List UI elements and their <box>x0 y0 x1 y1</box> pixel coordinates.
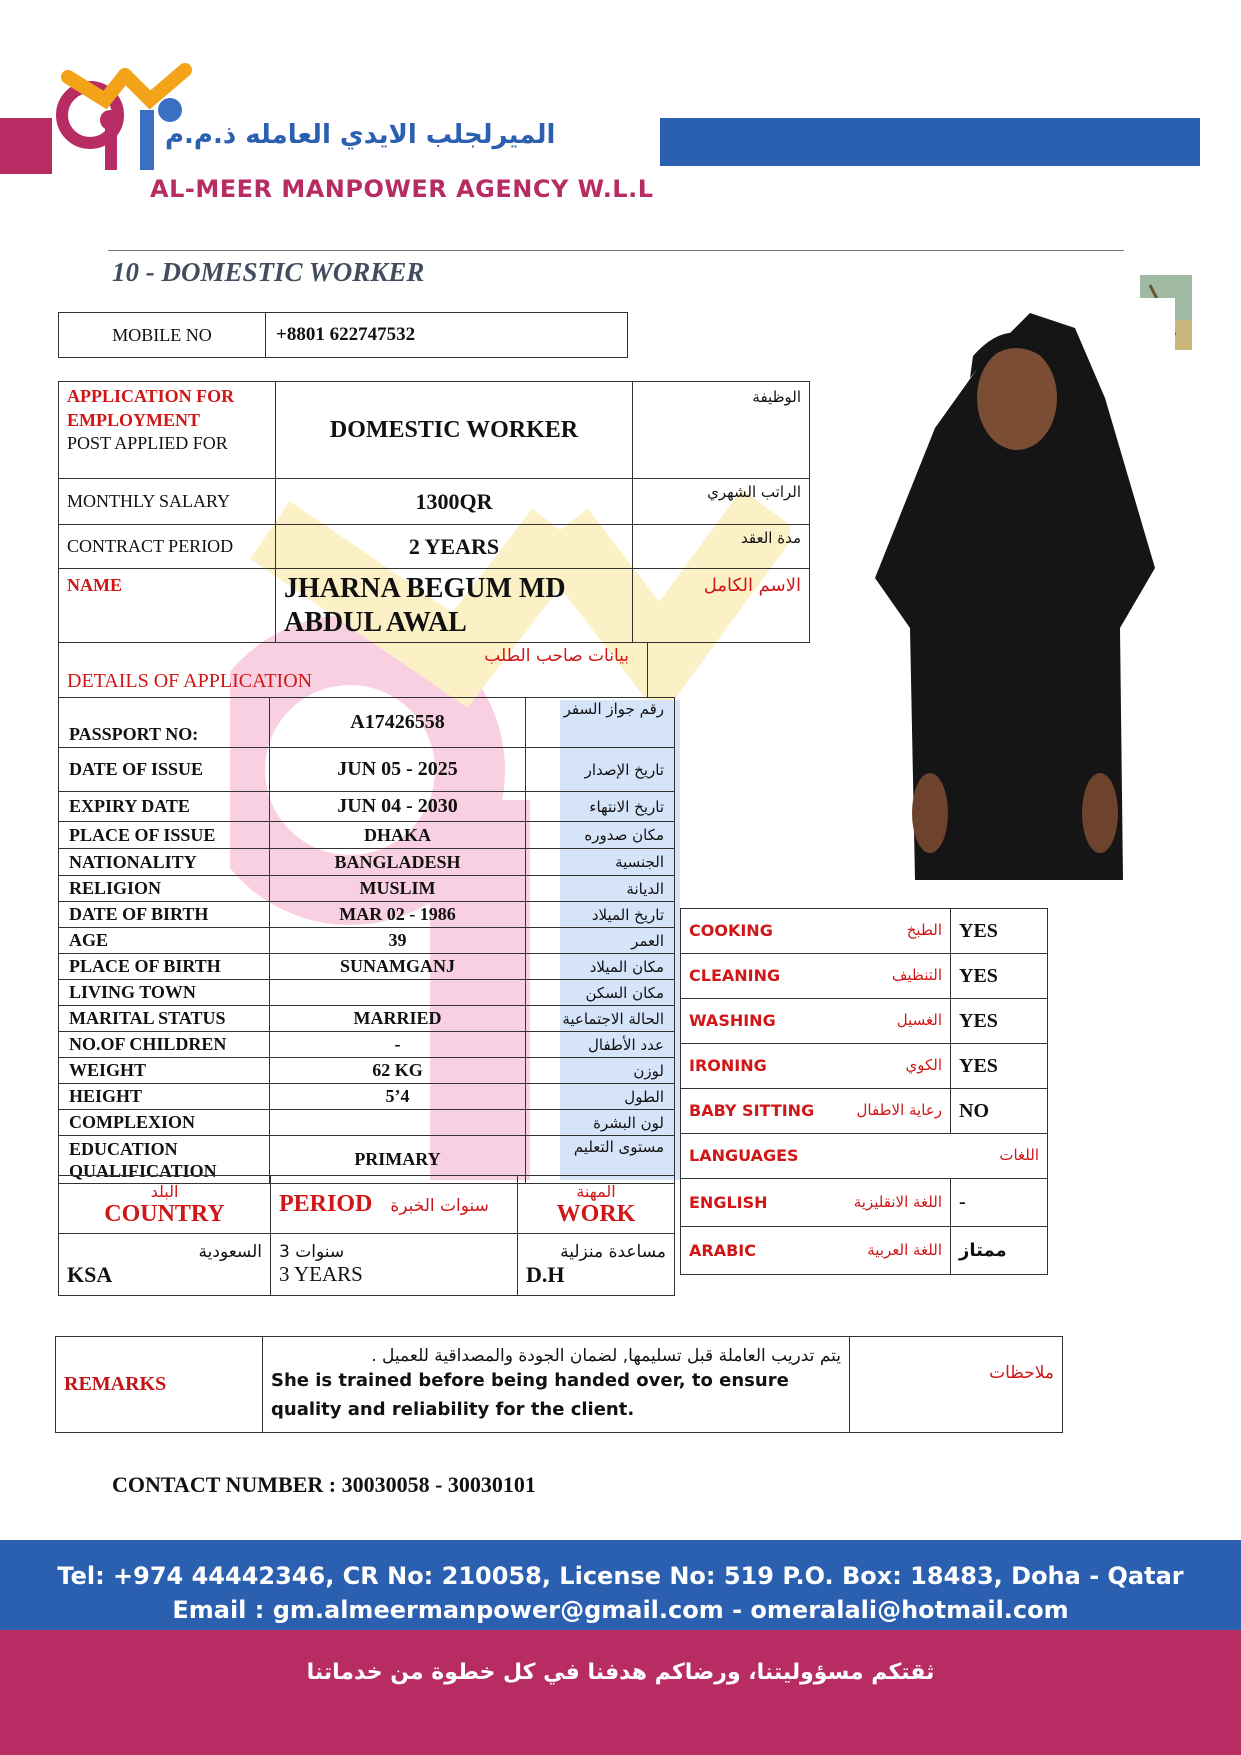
country-header-label: COUNTRY <box>104 1200 225 1227</box>
skill-row-label-arabic: الطبخ <box>906 921 942 939</box>
languages-heading-label-cell <box>681 1134 1048 1179</box>
detail-row <box>59 849 675 876</box>
details-table <box>58 697 675 1184</box>
detail-row <box>59 698 675 748</box>
contract-label: CONTRACT PERIOD <box>59 525 276 569</box>
post-label-arabic: الوظيفة <box>633 382 810 479</box>
language-row-label-arabic: اللغة العربية <box>867 1240 942 1259</box>
company-name-english: AL-MEER MANPOWER AGENCY W.L.L <box>150 175 654 203</box>
skill-row-value: NO <box>951 1089 1048 1134</box>
detail-label-arabic: تاريخ الإصدار <box>526 748 675 792</box>
skill-row-label-arabic: رعاية الاطفال <box>856 1101 942 1119</box>
detail-label: DATE OF ISSUE <box>59 748 270 792</box>
title-divider <box>108 250 1124 251</box>
skill-row-value: YES <box>951 1044 1048 1089</box>
detail-row <box>59 928 675 954</box>
detail-row <box>59 748 675 792</box>
post-label-cell <box>59 382 276 479</box>
languages-heading <box>681 1134 1048 1179</box>
mobile-label: MOBILE NO <box>59 313 266 358</box>
name-label: NAME <box>59 569 276 643</box>
remarks-label-arabic: ملاحظات <box>850 1337 1063 1433</box>
skill-row-label: WASHING <box>689 1011 776 1030</box>
skill-row <box>681 1089 1048 1134</box>
detail-label: PASSPORT NO: <box>59 698 270 748</box>
detail-label-arabic: الحالة الاجتماعية <box>526 1006 675 1032</box>
company-name-arabic: الميرلجلب الايدي العامله ذ.م.م <box>165 120 556 150</box>
detail-row <box>59 1110 675 1136</box>
detail-row <box>59 876 675 902</box>
detail-label: NATIONALITY <box>59 849 270 876</box>
detail-value: MARRIED <box>270 1006 526 1032</box>
language-row-label-cell <box>681 1227 951 1275</box>
detail-value: 39 <box>270 928 526 954</box>
detail-label-arabic: مكان صدوره <box>526 822 675 849</box>
skill-row-value: YES <box>951 999 1048 1044</box>
skill-row-label: BABY SITTING <box>689 1101 815 1120</box>
country-value-cell <box>59 1234 271 1296</box>
skill-row-label-arabic: الكوي <box>905 1056 942 1074</box>
post-applied-label: POST APPLIED FOR <box>67 433 228 453</box>
footer-slogan-band <box>0 1630 1241 1755</box>
detail-row <box>59 980 675 1006</box>
detail-row <box>59 822 675 849</box>
detail-label: WEIGHT <box>59 1058 270 1084</box>
language-row <box>681 1227 1048 1275</box>
country-header-arabic: البلد <box>150 1181 179 1201</box>
detail-value: MUSLIM <box>270 876 526 902</box>
detail-label: EDUCATION QUALIFICATION <box>59 1136 270 1184</box>
mobile-value: +8801 622747532 <box>266 313 628 358</box>
remarks-text-cell <box>263 1337 850 1433</box>
language-row-label-arabic: اللغة الانقليزية <box>853 1192 942 1211</box>
application-table <box>58 381 810 643</box>
detail-row <box>59 954 675 980</box>
detail-label: NO.OF CHILDREN <box>59 1032 270 1058</box>
detail-label-arabic: لون البشرة <box>526 1110 675 1136</box>
footer-address-line: Tel: +974 44442346, CR No: 210058, License No: 519 P.O. Box: 18483, Doha - Qatar <box>57 1562 1184 1590</box>
skills-table <box>680 908 1048 1275</box>
company-logo <box>50 55 200 180</box>
detail-label-arabic: رقم جواز السفر <box>526 698 675 748</box>
header-accent-left <box>0 118 52 174</box>
skill-row-label-cell <box>681 1089 951 1134</box>
work-header-arabic: المهنة <box>576 1181 616 1201</box>
skill-row-label-cell <box>681 1044 951 1089</box>
detail-row <box>59 902 675 928</box>
detail-label-arabic: مكان الميلاد <box>526 954 675 980</box>
detail-value: 62 KG <box>270 1058 526 1084</box>
details-heading-arabic: بيانات صاحب الطلب <box>484 646 629 667</box>
header-accent-right <box>660 118 1200 166</box>
application-for-employment-label: APPLICATION FOR EMPLOYMENT <box>67 386 235 430</box>
footer-slogan: ثقتكم مسؤوليتنا، ورضاكم هدفنا في كل خطوة من خدماتنا <box>306 1660 935 1685</box>
detail-label-arabic: الطول <box>526 1084 675 1110</box>
detail-label: COMPLEXION <box>59 1110 270 1136</box>
detail-label: PLACE OF BIRTH <box>59 954 270 980</box>
country-value: KSA <box>67 1261 113 1287</box>
language-row-label: ENGLISH <box>689 1192 768 1212</box>
detail-row <box>59 1058 675 1084</box>
language-row-value: - <box>951 1179 1048 1227</box>
detail-label-arabic: الجنسية <box>526 849 675 876</box>
detail-label: AGE <box>59 928 270 954</box>
detail-label: LIVING TOWN <box>59 980 270 1006</box>
details-heading-table <box>58 643 648 698</box>
detail-value: PRIMARY <box>270 1136 526 1184</box>
detail-value: SUNAMGANJ <box>270 954 526 980</box>
detail-label: HEIGHT <box>59 1084 270 1110</box>
mobile-table <box>58 312 628 358</box>
detail-row <box>59 1032 675 1058</box>
contract-value: 2 YEARS <box>276 525 633 569</box>
detail-value: MAR 02 - 1986 <box>270 902 526 928</box>
name-label-arabic: الاسم الكامل <box>633 569 810 643</box>
detail-label: RELIGION <box>59 876 270 902</box>
name-value: JHARNA BEGUM MD ABDUL AWAL <box>276 569 633 643</box>
detail-value: JUN 04 - 2030 <box>270 792 526 822</box>
period-value-arabic: 3 سنوات <box>279 1242 345 1262</box>
detail-value: JUN 05 - 2025 <box>270 748 526 792</box>
detail-value: DHAKA <box>270 822 526 849</box>
remarks-table <box>55 1336 1063 1433</box>
language-row-label-cell <box>681 1179 951 1227</box>
detail-label-arabic: تاريخ الانتهاء <box>526 792 675 822</box>
detail-label-arabic: الديانة <box>526 876 675 902</box>
detail-label: EXPIRY DATE <box>59 792 270 822</box>
skill-row <box>681 954 1048 999</box>
skill-row-value: YES <box>951 909 1048 954</box>
detail-value <box>270 1110 526 1136</box>
footer-email-line: Email : gm.almeermanpower@gmail.com - omeralali@hotmail.com <box>172 1596 1069 1624</box>
detail-row <box>59 792 675 822</box>
detail-value: A17426558 <box>270 698 526 748</box>
languages-heading-label: LANGUAGES <box>689 1146 799 1165</box>
salary-value: 1300QR <box>276 479 633 525</box>
experience-table <box>58 1175 675 1296</box>
period-header-arabic: سنوات الخبرة <box>390 1196 489 1216</box>
period-value: 3 YEARS <box>279 1262 363 1286</box>
applicant-photo <box>855 298 1175 880</box>
period-value-cell <box>271 1234 518 1296</box>
detail-label-arabic: تاريخ الميلاد <box>526 902 675 928</box>
detail-value <box>270 980 526 1006</box>
language-row <box>681 1179 1048 1227</box>
post-value: DOMESTIC WORKER <box>276 382 633 479</box>
skill-row-label: IRONING <box>689 1056 767 1075</box>
language-row-label: ARABIC <box>689 1240 756 1260</box>
skill-row <box>681 909 1048 954</box>
remarks-text-arabic: يتم تدريب العاملة قبل تسليمها, لضمان الجودة والمصداقية للعميل . <box>371 1345 841 1366</box>
remarks-text-english: She is trained before being handed over, to ensure quality and reliability for the client. <box>271 1369 789 1420</box>
skill-row <box>681 999 1048 1044</box>
skill-row-label-arabic: التنظيف <box>891 966 942 984</box>
detail-label-arabic: عدد الأطفال <box>526 1032 675 1058</box>
detail-row <box>59 1006 675 1032</box>
detail-value: 5’4 <box>270 1084 526 1110</box>
period-header-label: PERIOD <box>279 1191 373 1217</box>
country-header <box>59 1176 271 1234</box>
period-header <box>271 1176 518 1234</box>
document-title: 10 - DOMESTIC WORKER <box>112 257 425 287</box>
detail-label-arabic: مستوى التعليم <box>526 1136 675 1184</box>
details-heading-cell <box>59 643 648 697</box>
skill-row-value: YES <box>951 954 1048 999</box>
detail-label: MARITAL STATUS <box>59 1006 270 1032</box>
details-heading: DETAILS OF APPLICATION <box>67 670 313 693</box>
salary-label-arabic: الراتب الشهري <box>633 479 810 525</box>
contract-label-arabic: مدة العقد <box>633 525 810 569</box>
country-value-arabic: السعودية <box>198 1241 262 1262</box>
remarks-label: REMARKS <box>56 1337 263 1433</box>
skill-row-label-cell <box>681 909 951 954</box>
detail-label-arabic: مكان السكن <box>526 980 675 1006</box>
detail-value: BANGLADESH <box>270 849 526 876</box>
contact-number: CONTACT NUMBER : 30030058 - 30030101 <box>112 1472 536 1497</box>
work-header <box>518 1176 675 1234</box>
detail-label: PLACE OF ISSUE <box>59 822 270 849</box>
detail-label-arabic: لوزن <box>526 1058 675 1084</box>
language-row-value: ممتاز <box>951 1227 1048 1275</box>
skill-row-label-cell <box>681 954 951 999</box>
salary-label: MONTHLY SALARY <box>59 479 276 525</box>
detail-value: - <box>270 1032 526 1058</box>
detail-label-arabic: العمر <box>526 928 675 954</box>
skill-row-label: COOKING <box>689 921 773 940</box>
work-value: D.H <box>526 1261 565 1287</box>
work-value-arabic: مساعدة منزلية <box>560 1241 666 1262</box>
skill-row-label-cell <box>681 999 951 1044</box>
work-header-label: WORK <box>556 1200 636 1227</box>
languages-heading-label-arabic: اللغات <box>999 1146 1039 1164</box>
skill-row-label: CLEANING <box>689 966 781 985</box>
detail-row <box>59 1084 675 1110</box>
skill-row-label-arabic: الغسيل <box>896 1011 942 1029</box>
skill-row <box>681 1044 1048 1089</box>
work-value-cell <box>518 1234 675 1296</box>
detail-label: DATE OF BIRTH <box>59 902 270 928</box>
